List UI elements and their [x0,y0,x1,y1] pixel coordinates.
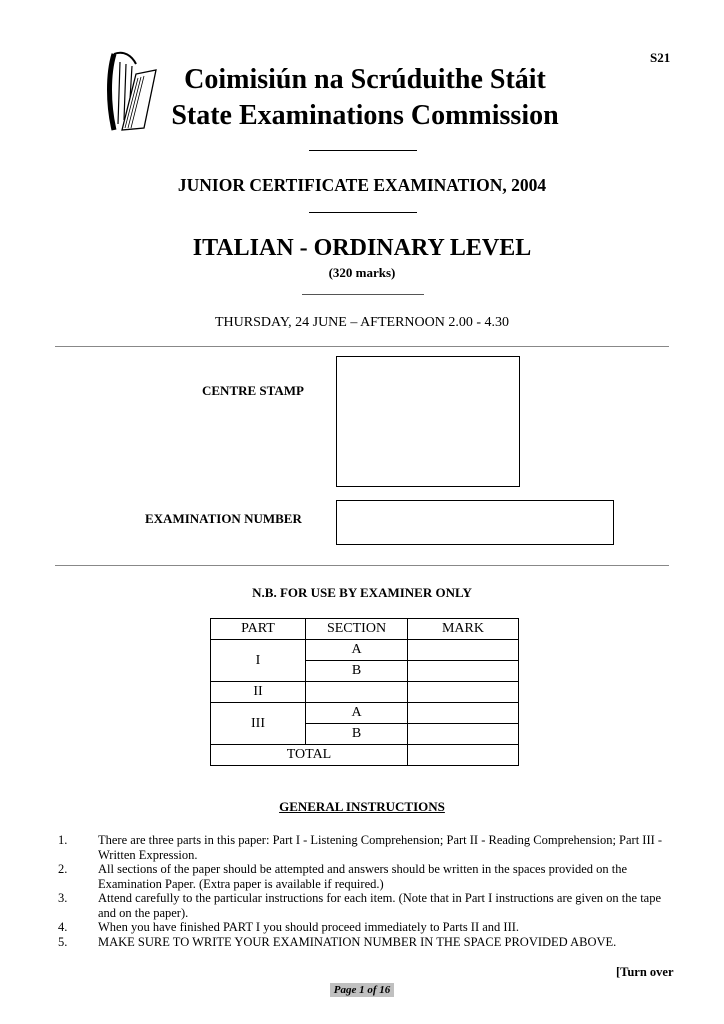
exam-number-label: EXAMINATION NUMBER [145,511,302,526]
divider [309,212,417,213]
item-text: When you have finished PART I you should proceed immediately to Parts II and III. [98,920,520,934]
table-row [211,640,519,661]
divider [55,565,669,566]
list-item [58,833,678,862]
header-mark: MARK [408,619,519,640]
mark-cell[interactable] [408,640,519,661]
item-text: MAKE SURE TO WRITE YOUR EXAMINATION NUMBER IN THE SPACE PROVIDED ABOVE. [98,934,617,949]
page-label: Page 1 of 16 [330,983,395,997]
centre-stamp-box[interactable] [336,356,520,487]
subject-title: ITALIAN - ORDINARY LEVEL [192,235,532,261]
part-cell: III [211,703,306,745]
section-cell: A [306,640,408,661]
turn-over-note: [Turn over [616,965,674,979]
table-row [211,682,519,703]
paper-code: S21 [650,50,671,65]
mark-cell[interactable] [408,703,519,724]
list-item [58,920,678,935]
harp-book-logo-icon [100,44,158,136]
divider [309,150,417,151]
table-row [211,703,519,724]
total-marks: (320 marks) [328,265,396,280]
section-cell [306,682,408,703]
title-irish: Coimisiún na Scrúduithe Stáit [184,64,546,95]
exam-number-field[interactable] [336,500,614,545]
section-cell: A [306,703,408,724]
mark-cell[interactable] [408,724,519,745]
instructions-list [58,833,678,949]
section-cell: B [306,724,408,745]
item-text: Attend carefully to the particular instructions for each item. (Note that in Part I instructions are given on the tape and on the paper). [98,891,662,920]
total-mark-cell[interactable] [408,745,519,766]
part-cell: II [211,682,306,703]
item-number: 4. [58,920,68,934]
examiner-heading: N.B. FOR USE BY EXAMINER ONLY [252,585,472,600]
list-item [58,891,678,920]
divider [55,346,669,347]
exam-datetime: THURSDAY, 24 JUNE – AFTERNOON 2.00 - 4.30 [214,315,510,330]
table-row [211,745,519,766]
item-number: 3. [58,891,68,905]
list-item [58,935,678,950]
examiner-marks-table [210,618,519,766]
exam-name: JUNIOR CERTIFICATE EXAMINATION, 2004 [177,175,547,195]
item-text: All sections of the paper should be attempted and answers should be written in the spaces provided on the Examination Paper. (Extra paper is available if required.) [98,862,628,891]
item-text: There are three parts in this paper: Part I - Listening Comprehension; Part II - Reading Comprehension; Part III - Written Expression. [98,833,663,862]
part-cell: I [211,640,306,682]
list-item [58,862,678,891]
title-english: State Examinations Commission [171,100,559,131]
item-number: 5. [58,934,68,949]
mark-cell[interactable] [408,661,519,682]
header-section: SECTION [306,619,408,640]
table-header-row [211,619,519,640]
total-label: TOTAL [211,745,408,766]
centre-stamp-label: CENTRE STAMP [202,383,304,398]
page-indicator [0,980,724,998]
instructions-heading: GENERAL INSTRUCTIONS [279,799,445,814]
mark-cell[interactable] [408,682,519,703]
item-number: 1. [58,833,68,847]
header-part: PART [211,619,306,640]
divider [302,294,424,295]
item-number: 2. [58,862,68,876]
section-cell: B [306,661,408,682]
